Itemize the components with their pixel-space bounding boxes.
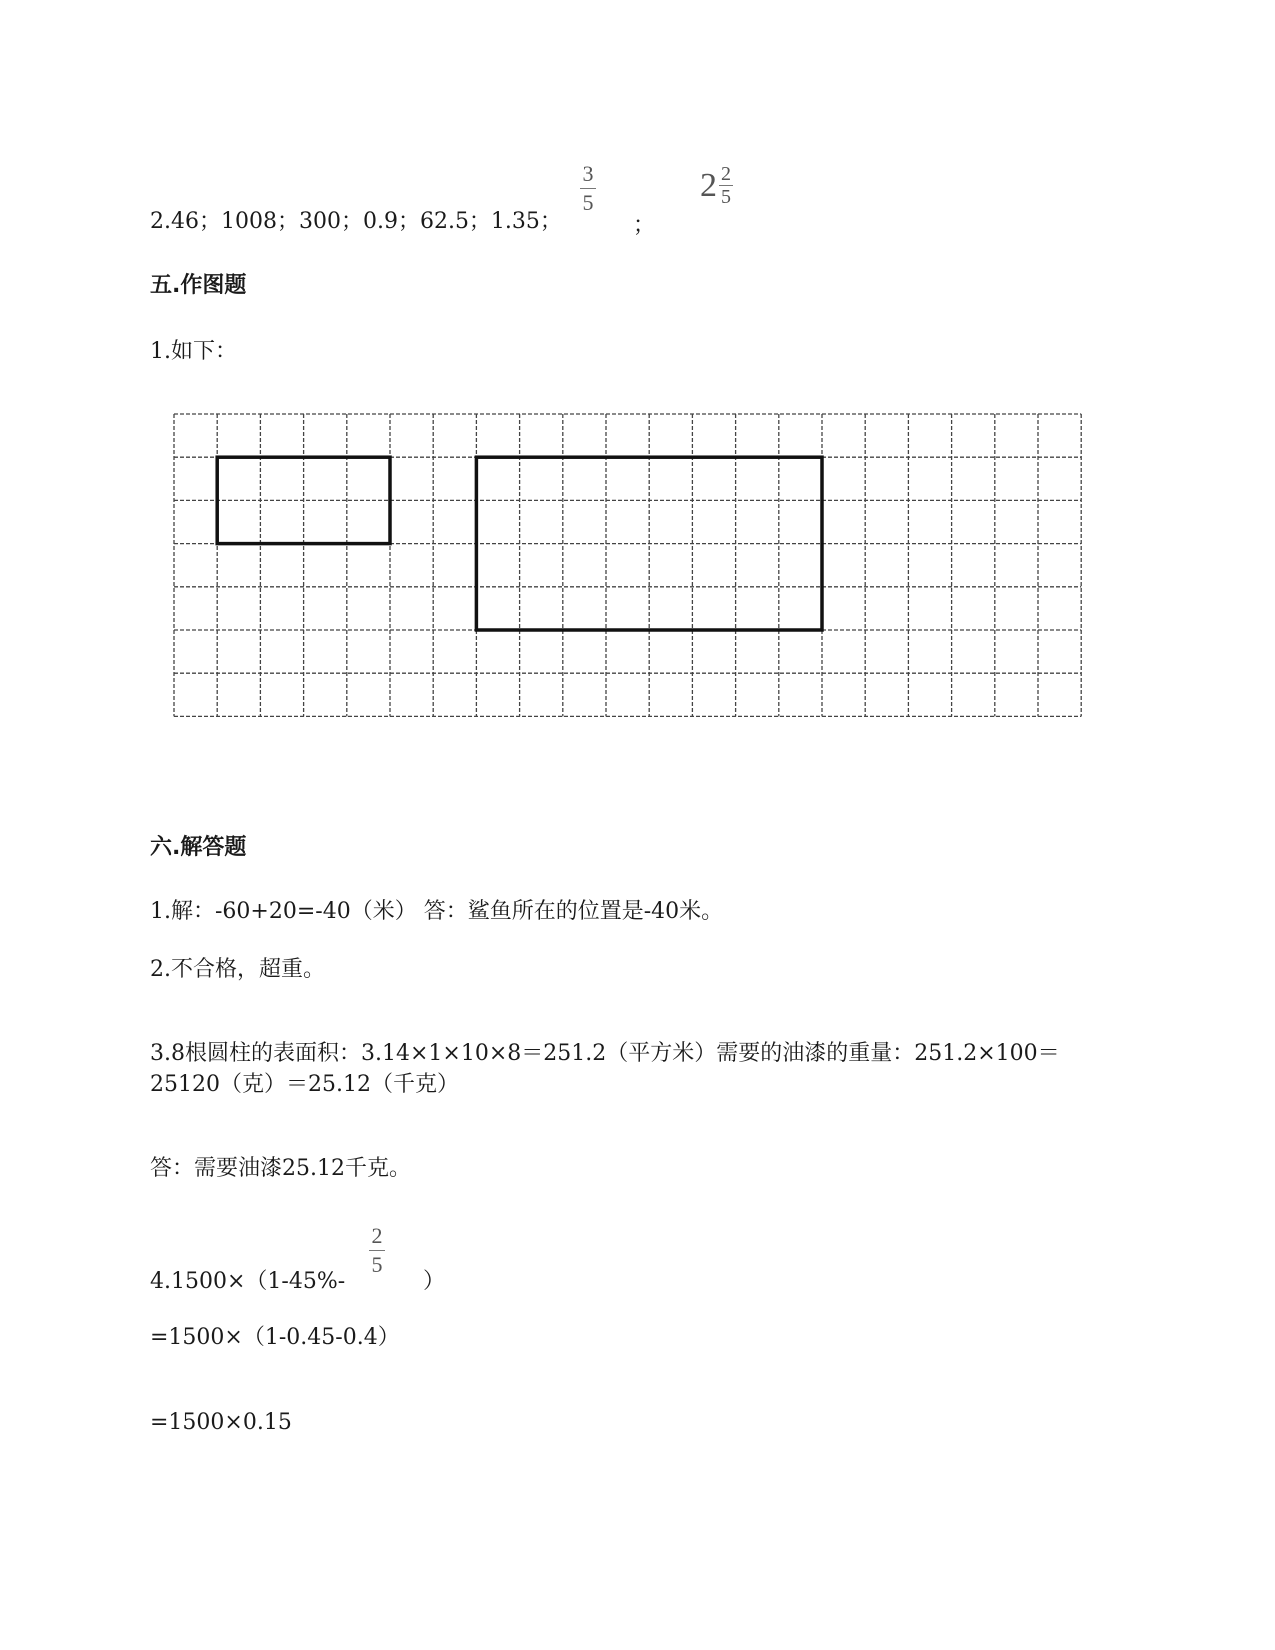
section6-item2: 2.不合格，超重。 [150, 957, 325, 982]
section6-item3-line1: 3.8根圆柱的表面积：3.14×1×10×8＝251.2（平方米）需要的油漆的重量：251.2×100＝ [150, 1041, 1060, 1066]
mixed-numerator: 2 [721, 163, 731, 185]
answers-separator: ； [633, 213, 656, 238]
mixed-whole: 2 [700, 166, 717, 204]
mixed-number-two-and-two-fifths [700, 164, 733, 207]
section6-heading: 六.解答题 [150, 835, 247, 860]
drawing-grid [172, 412, 1092, 752]
section6-item1: 1.解：-60+20=-40（米） 答：鲨鱼所在的位置是-40米。 [150, 899, 724, 924]
section6-item4-suffix: ） [423, 1269, 446, 1294]
fraction-bar [369, 1250, 385, 1251]
section6-item4-step1: =1500×（1-0.45-0.4） [150, 1325, 400, 1350]
answers-text: 2.46；1008；300；0.9；62.5；1.35； [150, 209, 562, 234]
section5-item1: 1.如下： [150, 339, 237, 364]
fraction-two-fifths [369, 1224, 385, 1277]
mixed-fraction [719, 164, 733, 207]
answers-line [150, 208, 562, 236]
section6-item3-line2: 25120（克）＝25.12（千克） [150, 1072, 459, 1097]
fraction-denominator: 5 [371, 1252, 383, 1277]
fraction-numerator: 3 [582, 161, 594, 186]
section6-item3-answer: 答：需要油漆25.12千克。 [150, 1156, 411, 1181]
fraction-three-fifths [580, 162, 596, 215]
section6-item4-step2: =1500×0.15 [150, 1410, 292, 1435]
section6-item4-prefix: 4.1500×（1-45%- [150, 1269, 346, 1294]
fraction-denominator: 5 [582, 190, 594, 215]
section5-heading: 五.作图题 [150, 273, 247, 298]
fraction-bar [580, 188, 596, 189]
fraction-numerator: 2 [371, 1223, 383, 1248]
mixed-denominator: 5 [721, 186, 731, 208]
